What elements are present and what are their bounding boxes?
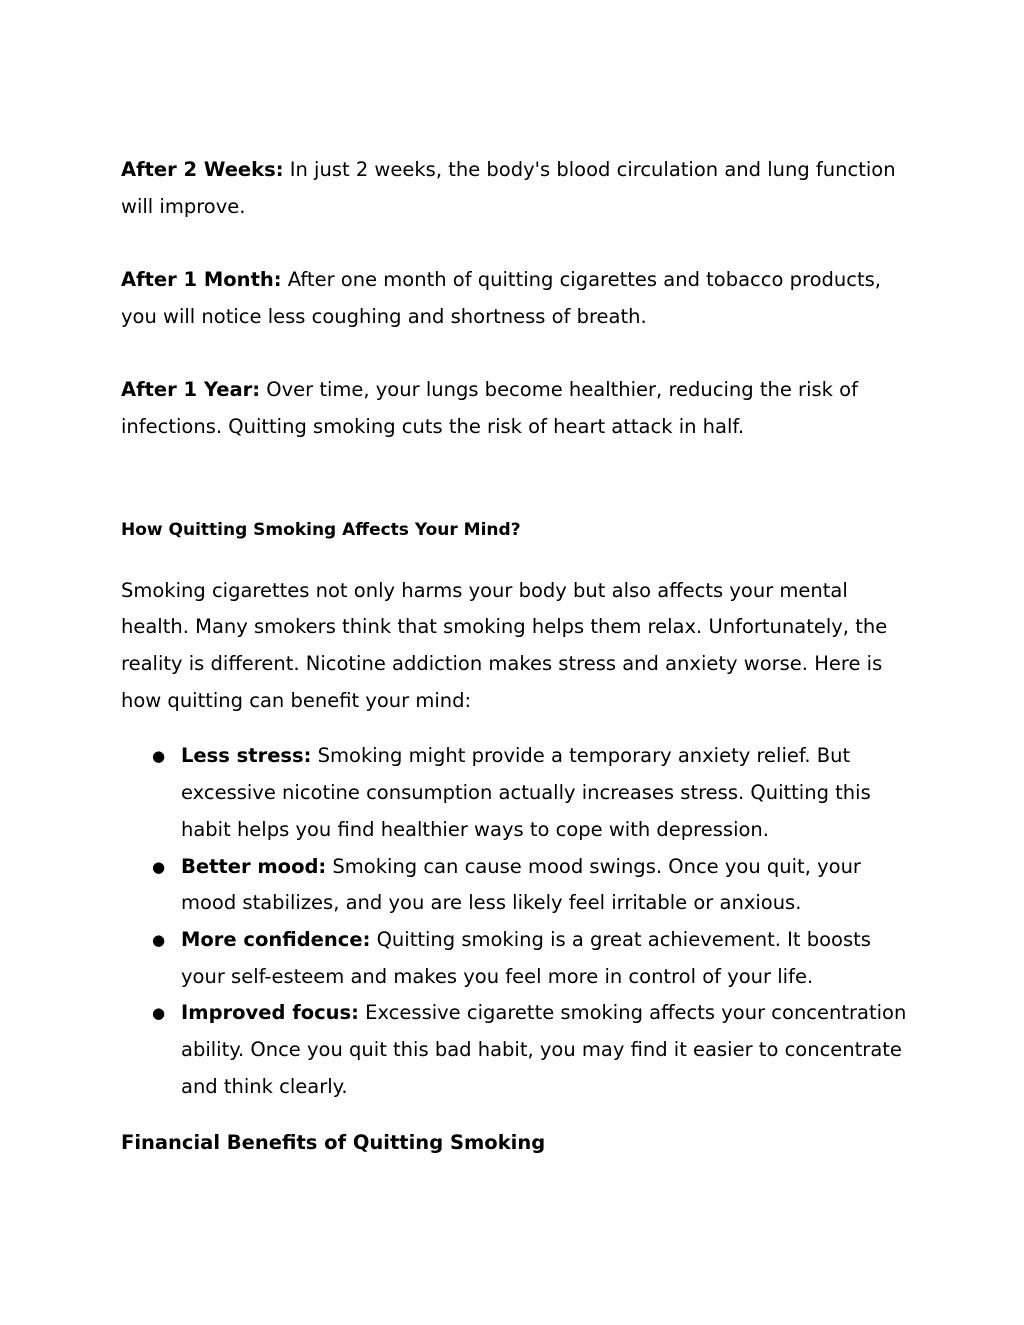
list-item-text: Smoking might provide a temporary anxiety relief. But excessive nicotine consumption actually increases stress. Quitting this habit helps you find healthier ways to cope with depression. [181,744,871,841]
list-item-label: More confidence: [181,927,371,951]
bullet-icon: ● [152,930,166,949]
mind-heading: How Quitting Smoking Affects Your Mind? [121,519,521,540]
timeline-label: After 2 Weeks: [121,158,284,181]
timeline-text: Over time, your lungs become healthier, reducing the risk of infections. Quitting smoking cuts the risk of heart attack in half. [121,378,858,438]
mind-benefits-list [121,738,911,1105]
timeline-label: After 1 Year: [121,378,261,402]
list-item [152,849,911,922]
timeline-2-weeks [121,152,911,225]
list-item-text: Excessive cigarette smoking affects your concentration ability. Once you quit this bad habit, you may find it easier to concentrate and think clearly. [181,1001,907,1098]
timeline-1-month [121,262,911,335]
financial-heading: Financial Benefits of Quitting Smoking [121,1131,546,1155]
timeline-text: In just 2 weeks, the body's blood circulation and lung function will improve. [121,158,896,218]
list-item-label: Improved focus: [181,1001,359,1025]
list-item [152,922,911,995]
timeline-1-year [121,372,911,445]
bullet-icon: ● [152,857,166,876]
mind-intro-paragraph: Smoking cigarettes not only harms your body but also affects your mental health. Many smokers think that smoking helps them relax. Unfortunately, the reality is different. Nicotine addiction makes stress and anxiety worse. Here is how quitting can benefit your mind: [121,578,888,712]
timeline-label: After 1 Month: [121,268,282,292]
timeline-text: After one month of quitting cigarettes and tobacco products, you will notice less coughing and shortness of breath. [121,268,881,328]
list-item [152,995,911,1105]
list-item-label: Less stress: [181,744,312,768]
document-body [121,152,911,1162]
list-item-text: Smoking can cause mood swings. Once you quit, your mood stabilizes, and you are less likely feel irritable or anxious. [181,854,861,915]
list-item-text: Quitting smoking is a great achievement. It boosts your self-esteem and makes you feel more in control of your life. [181,927,871,988]
list-item [152,738,911,848]
list-item-label: Better mood: [181,854,327,878]
bullet-icon: ● [152,1004,166,1023]
bullet-icon: ● [152,747,166,766]
